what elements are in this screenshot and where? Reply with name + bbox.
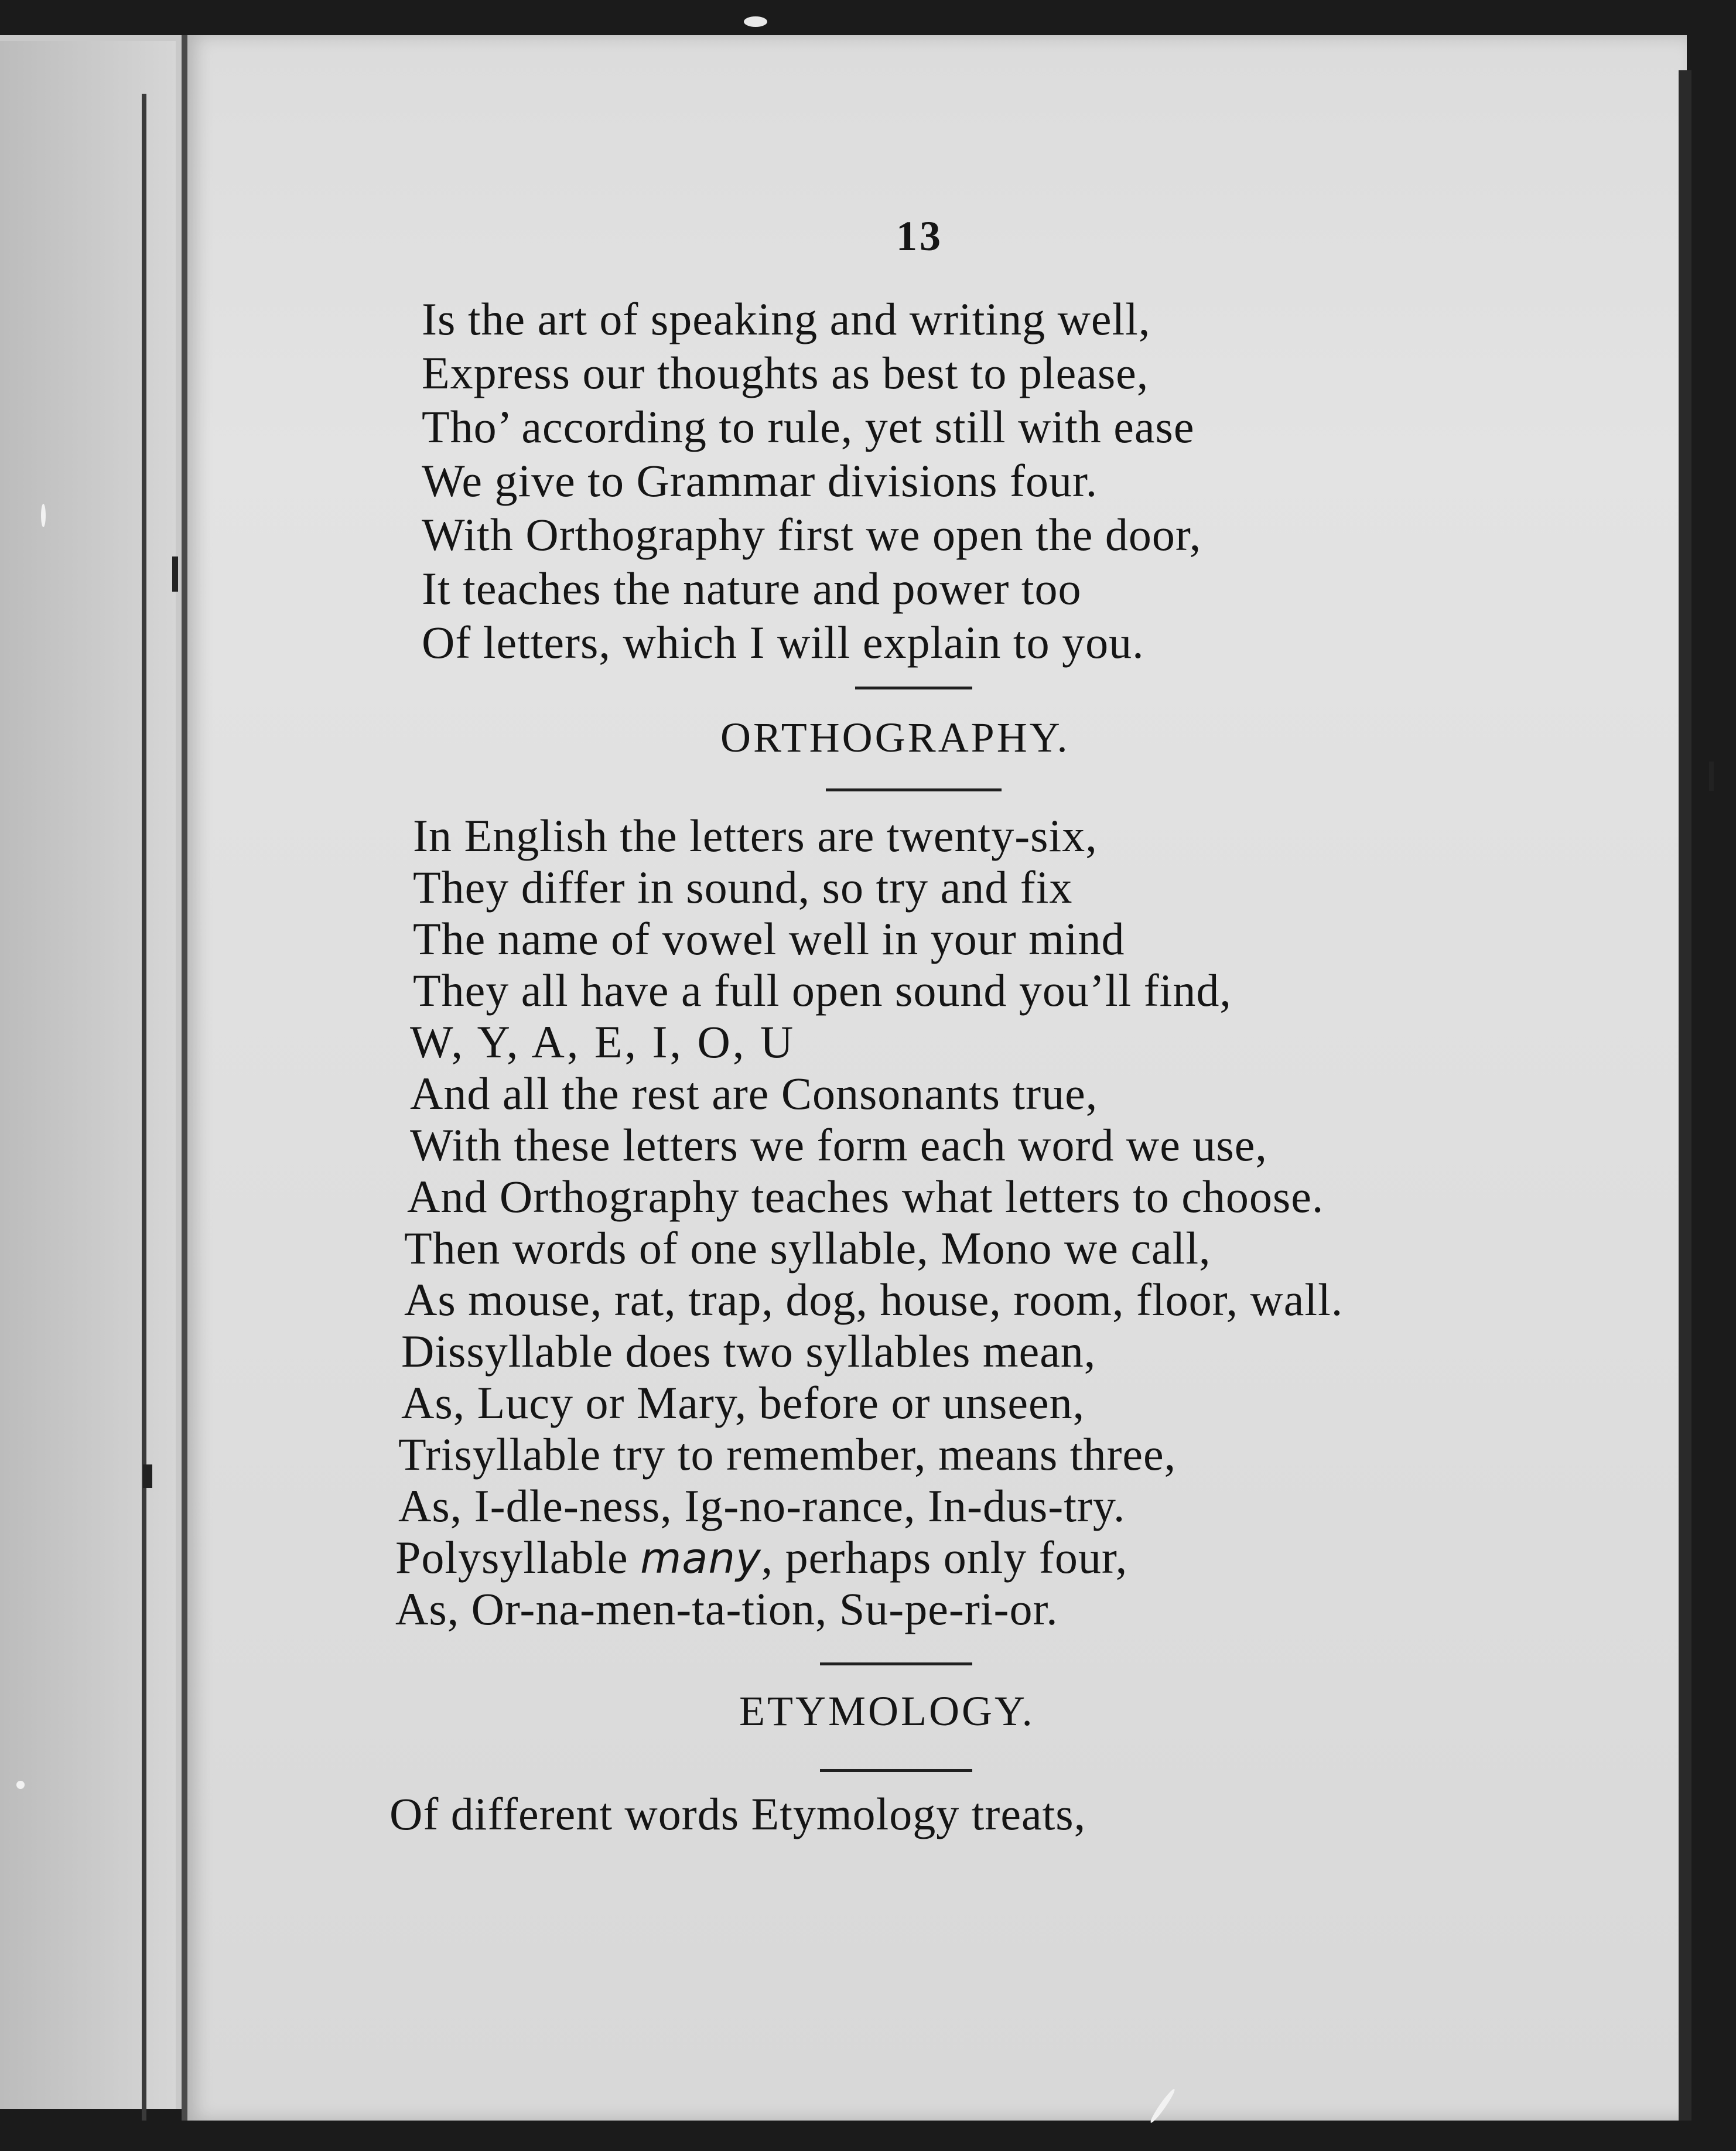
- verse-line: As, I-dle-ness, Ig-no-rance, In-dus-try.: [398, 1480, 1126, 1531]
- verse-line: In English the letters are twenty-six,: [413, 810, 1098, 861]
- verse-line: They all have a full open sound you’ll find,: [413, 965, 1232, 1016]
- verse-line: The name of vowel well in your mind: [413, 913, 1125, 964]
- verse-line: Then words of one syllable, Mono we call,: [404, 1223, 1211, 1273]
- verse-line: Express our thoughts as best to please,: [422, 347, 1149, 398]
- verse-line: As, Lucy or Mary, before or unseen,: [401, 1377, 1085, 1428]
- verse-line: And Orthography teaches what letters to choose.: [407, 1171, 1324, 1222]
- verse-line: Of different words Etymology treats,: [389, 1788, 1086, 1839]
- verse-line: Of letters, which I will explain to you.: [422, 617, 1144, 668]
- section-rule: [820, 1769, 972, 1772]
- section-rule: [855, 687, 972, 689]
- verse-line: It teaches the nature and power too: [422, 563, 1082, 614]
- italic-word: many: [640, 1534, 761, 1583]
- section-heading-etymology: ETYMOLOGY.: [739, 1688, 1035, 1735]
- verse-line: Trisyllable try to remember, means three,: [398, 1429, 1177, 1480]
- verse-line: As, Or-na-men-ta-tion, Su-pe-ri-or.: [395, 1583, 1058, 1634]
- page-number: 13: [896, 213, 943, 260]
- section-heading-orthography: ORTHOGRAPHY.: [720, 714, 1070, 761]
- section-rule: [820, 1662, 972, 1665]
- verse-line: Is the art of speaking and writing well,: [422, 293, 1151, 344]
- verse-line: With these letters we form each word we use,: [410, 1119, 1267, 1170]
- verse-line: With Orthography first we open the door,: [422, 509, 1202, 560]
- verse-line: As mouse, rat, trap, dog, house, room, floor, wall.: [404, 1274, 1344, 1325]
- section-rule: [826, 788, 1002, 791]
- verse-line: Dissyllable does two syllables mean,: [401, 1326, 1096, 1377]
- verse-line: We give to Grammar divisions four.: [422, 455, 1098, 506]
- verse-line: They differ in sound, so try and fix: [413, 862, 1073, 913]
- verse-line: W, Y, A, E, I, O, U: [410, 1016, 796, 1067]
- verse-line: And all the rest are Consonants true,: [410, 1068, 1098, 1119]
- verse-line: Tho’ according to rule, yet still with ease: [422, 401, 1195, 452]
- verse-line: Polysyllable many, perhaps only four,: [395, 1532, 1128, 1583]
